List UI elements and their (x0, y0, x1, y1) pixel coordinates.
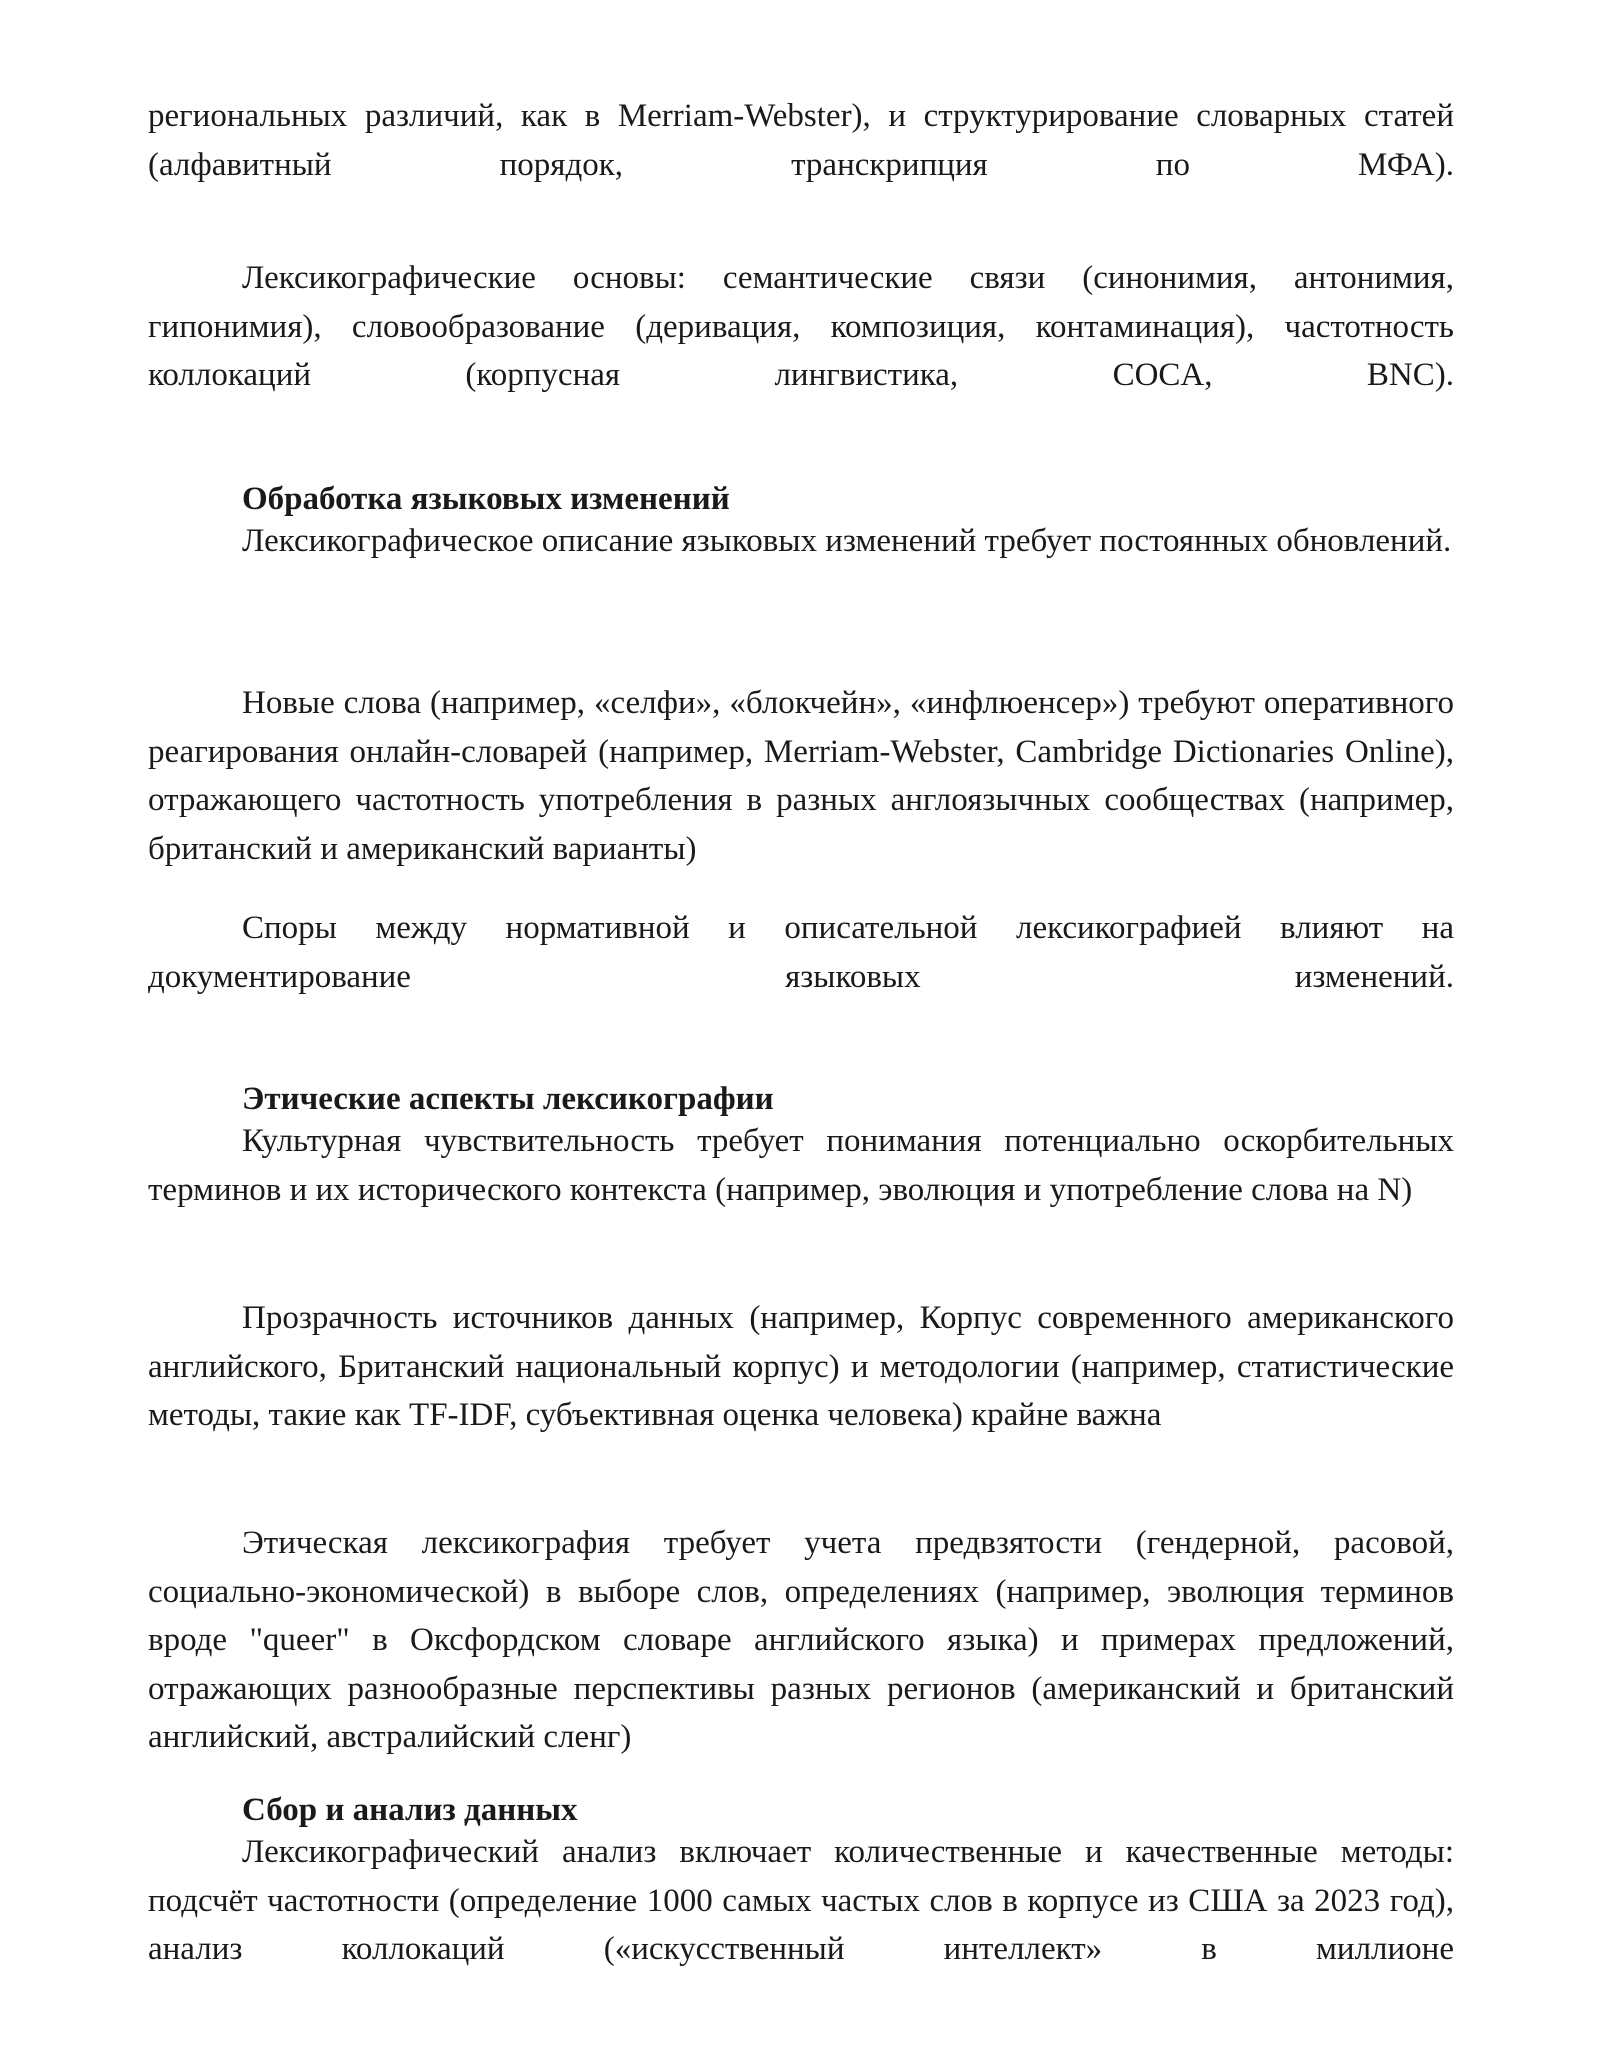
paragraph-continuation: региональных различий, как в Merriam-Webster), и структурирование словарных статей (алфавитный порядок, транскрипция по МФА). (148, 98, 1454, 183)
paragraph-normative-debates: Споры между нормативной и описательной лексикографией влияют на документирование языковых изменений. (148, 910, 1454, 995)
paragraph-language-changes-intro: Лексикографическое описание языковых изменений требует постоянных обновлений. (242, 523, 1452, 559)
paragraph-new-words: Новые слова (например, «селфи», «блокчейн», «инфлюенсер») требуют оперативного реагирования онлайн-словарей (например, Merriam-Webster, Cambridge Dictionaries Online), отражающего частотность употребления в разных англоязычных сообществах (например, британский и американский варианты) (148, 685, 1454, 867)
paragraph-ethical-lexicography: Этическая лексикография требует учета предвзятости (гендерной, расовой, социально-экономической) в выборе слов, определениях (например, эволюция терминов вроде "queer" в Оксфордском словаре английского языка) и примерах предложений, отражающих разнообразные перспективы разных регионов (американский и британский английский, австралийский сленг) (148, 1525, 1454, 1755)
heading-language-changes: Обработка языковых изменений (242, 481, 730, 517)
heading-data-collection: Сбор и анализ данных (242, 1792, 578, 1828)
paragraph-cultural-sensitivity: Культурная чувствительность требует понимания потенциально оскорбительных терминов и их исторического контекста (например, эволюция и употребление слова на N) (148, 1123, 1454, 1208)
paragraph-data-transparency: Прозрачность источников данных (например, Корпус современного американского английского, Британский национальный корпус) и методологии (например, статистические методы, такие как TF-IDF, субъективная оценка человека) крайне важна (148, 1300, 1454, 1433)
paragraph-data-analysis: Лексикографический анализ включает количественные и качественные методы: подсчёт частотности (определение 1000 самых частых слов в корпусе из США за 2023 год), анализ коллокаций («искусственный интеллект» в миллионе (148, 1834, 1454, 1967)
heading-ethical-aspects: Этические аспекты лексикографии (242, 1081, 774, 1117)
paragraph-lexicographic-foundations: Лексикографические основы: семантические связи (синонимия, антонимия, гипонимия), словообразование (деривация, композиция, контаминация), частотность коллокаций (корпусная лингвистика, COCA, BNC). (148, 260, 1454, 393)
